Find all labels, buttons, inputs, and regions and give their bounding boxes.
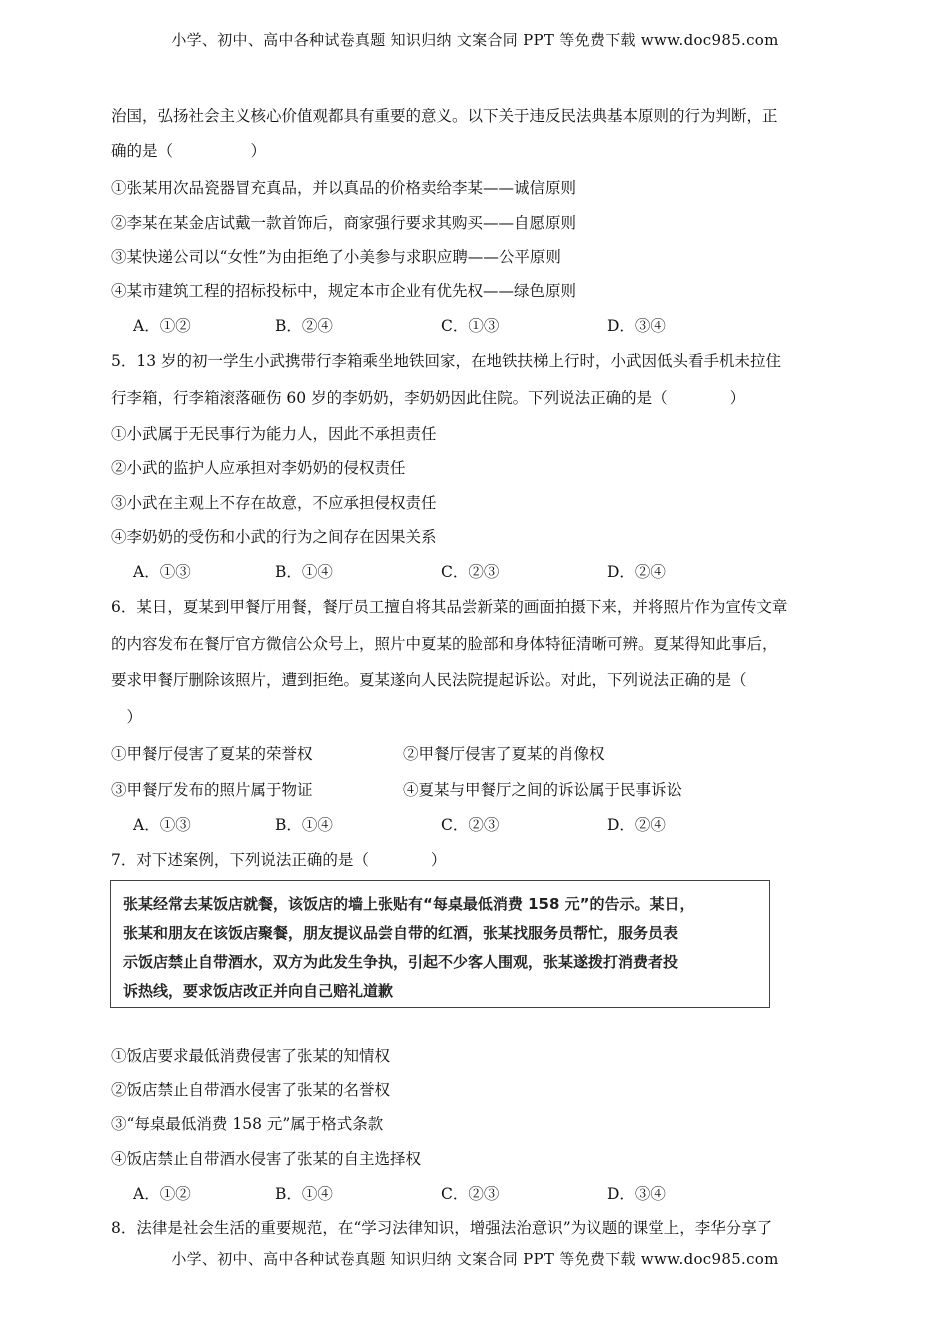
question-stem-line: 治国，弘扬社会主义核心价值观都具有重要的意义。以下关于违反民法典基本原则的行为判断，正 — [111, 107, 778, 125]
option-b: B．①④ — [275, 1185, 333, 1203]
statement-item: ③“每桌最低消费 158 元”属于格式条款 — [111, 1115, 384, 1133]
option-d: D．②④ — [607, 563, 666, 581]
question-stem-line: 的内容发布在餐厅官方微信公众号上，照片中夏某的脸部和身体特征清晰可辨。夏某得知此事后， — [111, 635, 778, 653]
case-line: 诉热线，要求饭店改正并向自己赔礼道歉 — [123, 982, 394, 1000]
case-box — [110, 880, 770, 1008]
question-stem-line: ） — [111, 708, 143, 726]
page-footer: 小学、初中、高中各种试卷真题 知识归纳 文案合同 PPT 等免费下载 www.doc985.com — [171, 1250, 779, 1268]
question-stem: 8．法律是社会生活的重要规范，在“学习法律知识，增强法治意识”为议题的课堂上，李华分享了 — [111, 1219, 773, 1237]
option-a: A．①② — [133, 317, 191, 335]
question-stem-line: 5．13 岁的初一学生小武携带行李箱乘坐地铁回家，在地铁扶梯上行时，小武因低头看手机未拉住 — [111, 352, 782, 370]
statement-item: ②李某在某金店试戴一款首饰后，商家强行要求其购买——自愿原则 — [111, 214, 577, 232]
option-a: A．①② — [133, 1185, 191, 1203]
statement-item: ①饭店要求最低消费侵害了张某的知情权 — [111, 1047, 391, 1065]
option-c: C．②③ — [441, 816, 500, 834]
statement-item: ③某快递公司以“女性”为由拒绝了小美参与求职应聘——公平原则 — [111, 248, 561, 266]
page-header: 小学、初中、高中各种试卷真题 知识归纳 文案合同 PPT 等免费下载 www.doc985.com — [171, 31, 779, 49]
option-a: A．①③ — [133, 816, 191, 834]
option-d: D．③④ — [607, 317, 666, 335]
statement-item: ④某市建筑工程的招标投标中，规定本市企业有优先权——绿色原则 — [111, 282, 577, 300]
statement-item: ③小武在主观上不存在故意，不应承担侵权责任 — [111, 494, 437, 512]
option-b: B．①④ — [275, 563, 333, 581]
question-stem-line: 行李箱，行李箱滚落砸伤 60 岁的李奶奶，李奶奶因此住院。下列说法正确的是（ ） — [111, 389, 746, 407]
option-c: C．②③ — [441, 1185, 500, 1203]
option-d: D．③④ — [607, 1185, 666, 1203]
statement-item: ①小武属于无民事行为能力人，因此不承担责任 — [111, 425, 437, 443]
case-line: 张某和朋友在该饭店聚餐，朋友提议品尝自带的红酒，张某找服务员帮忙，服务员表 — [123, 924, 679, 942]
statement-item: ①甲餐厅侵害了夏某的荣誉权 — [111, 745, 313, 763]
statement-item: ②甲餐厅侵害了夏某的肖像权 — [403, 745, 605, 763]
option-b: B．②④ — [275, 317, 333, 335]
statement-item: ④饭店禁止自带酒水侵害了张某的自主选择权 — [111, 1150, 422, 1168]
option-c: C．②③ — [441, 563, 500, 581]
option-a: A．①③ — [133, 563, 191, 581]
case-line: 张某经常去某饭店就餐，该饭店的墙上张贴有“每桌最低消费 158 元”的告示。某日， — [123, 895, 695, 913]
question-stem-line: 确的是（ ） — [111, 142, 267, 160]
option-d: D．②④ — [607, 816, 666, 834]
question-stem: 7．对下述案例，下列说法正确的是（ ） — [111, 851, 447, 869]
option-c: C．①③ — [441, 317, 500, 335]
statement-item: ③甲餐厅发布的照片属于物证 — [111, 781, 313, 799]
statement-item: ②饭店禁止自带酒水侵害了张某的名誉权 — [111, 1081, 391, 1099]
case-line: 示饭店禁止自带酒水，双方为此发生争执，引起不少客人围观，张某遂拨打消费者投 — [123, 953, 679, 971]
statement-item: ②小武的监护人应承担对李奶奶的侵权责任 — [111, 459, 406, 477]
statement-item: ④李奶奶的受伤和小武的行为之间存在因果关系 — [111, 528, 437, 546]
statement-item: ④夏某与甲餐厅之间的诉讼属于民事诉讼 — [403, 781, 683, 799]
question-stem-line: 要求甲餐厅删除该照片，遭到拒绝。夏某遂向人民法院提起诉讼。对此，下列说法正确的是（ — [111, 671, 747, 689]
statement-item: ①张某用次品瓷器冒充真品，并以真品的价格卖给李某——诚信原则 — [111, 179, 577, 197]
question-stem-line: 6．某日，夏某到甲餐厅用餐，餐厅员工擅自将其品尝新菜的画面拍摄下来，并将照片作为宣传文章 — [111, 598, 788, 616]
option-b: B．①④ — [275, 816, 333, 834]
